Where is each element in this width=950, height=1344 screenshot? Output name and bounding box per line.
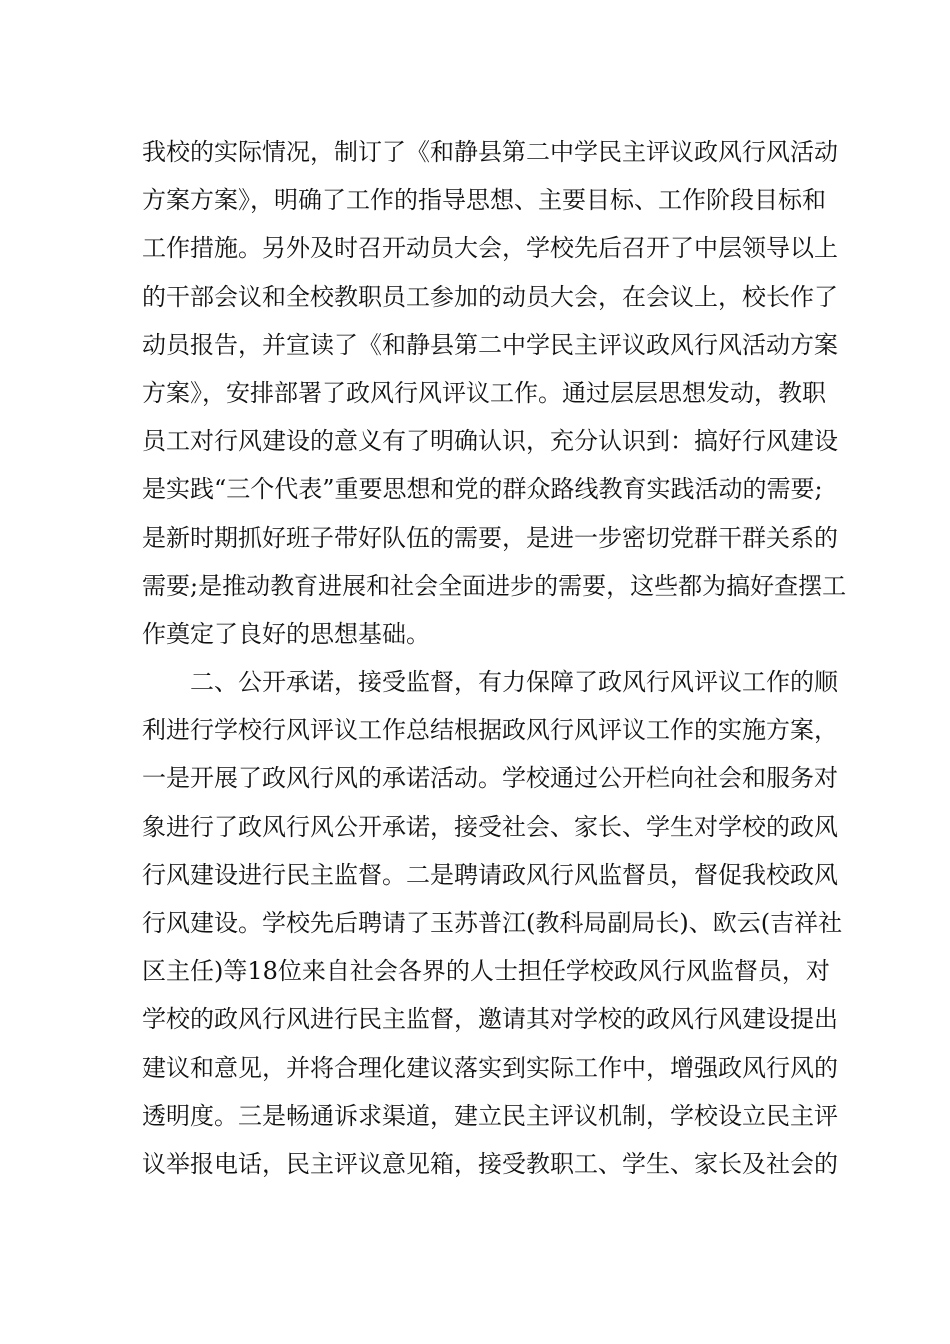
paragraph-start-line: 二、公开承诺，接受监督，有力保障了政风行风评议工作的顺 <box>190 668 838 697</box>
body-text <box>142 128 847 1188</box>
text-line: 议举报电话，民主评议意见箱，接受教职工、学生、家长及社会的 <box>142 1149 838 1178</box>
text-line: 学校的政风行风进行民主监督，邀请其对学校的政风行风建设提出 <box>142 1005 838 1034</box>
text-line: 动员报告，并宣读了《和静县第二中学民主评议政风行风活动方案 <box>142 330 838 359</box>
text-line: 象进行了政风行风公开承诺，接受社会、家长、学生对学校的政风 <box>142 812 838 841</box>
text-line: 行风建设。学校先后聘请了玉苏普江(教科局副局长)、欧云(吉祥社 <box>142 909 843 937</box>
text-line: 透明度。三是畅通诉求渠道，建立民主评议机制，学校设立民主评 <box>142 1101 838 1130</box>
text-line: 是新时期抓好班子带好队伍的需要，是进一步密切党群干群关系的 <box>142 523 838 552</box>
text-line: 方案》，安排部署了政风行风评议工作。通过层层思想发动，教职 <box>142 378 826 407</box>
text-line: 利进行学校行风评议工作总结根据政风行风评议工作的实施方案， <box>142 716 838 745</box>
text-line: 工作措施。另外及时召开动员大会，学校先后召开了中层领导以上 <box>142 234 838 263</box>
text-line: 我校的实际情况，制订了《和静县第二中学民主评议政风行风活动 <box>142 138 838 166</box>
text-line: 的干部会议和全校教职员工参加的动员大会，在会议上，校长作了 <box>142 282 838 311</box>
text-line: 行风建设进行民主监督。二是聘请政风行风监督员，督促我校政风 <box>142 860 838 889</box>
text-line: 是实践“三个代表”重要思想和党的群众路线教育实践活动的需要; <box>142 475 823 504</box>
text-line: 一是开展了政风行风的承诺活动。学校通过公开栏向社会和服务对 <box>142 764 838 793</box>
paragraph-end-line: 作奠定了良好的思想基础。 <box>142 619 430 648</box>
text-line: 区主任)等18位来自社会各界的人士担任学校政风行风监督员，对 <box>142 957 830 986</box>
text-line: 建议和意见，并将合理化建议落实到实际工作中，增强政风行风的 <box>142 1053 838 1082</box>
text-line: 员工对行风建设的意义有了明确认识，充分认识到：搞好行风建设 <box>142 427 838 456</box>
text-line: 需要;是推动教育进展和社会全面进步的需要，这些都为搞好查摆工 <box>142 571 847 600</box>
text-line: 方案方案》，明确了工作的指导思想、主要目标、工作阶段目标和 <box>142 186 826 215</box>
